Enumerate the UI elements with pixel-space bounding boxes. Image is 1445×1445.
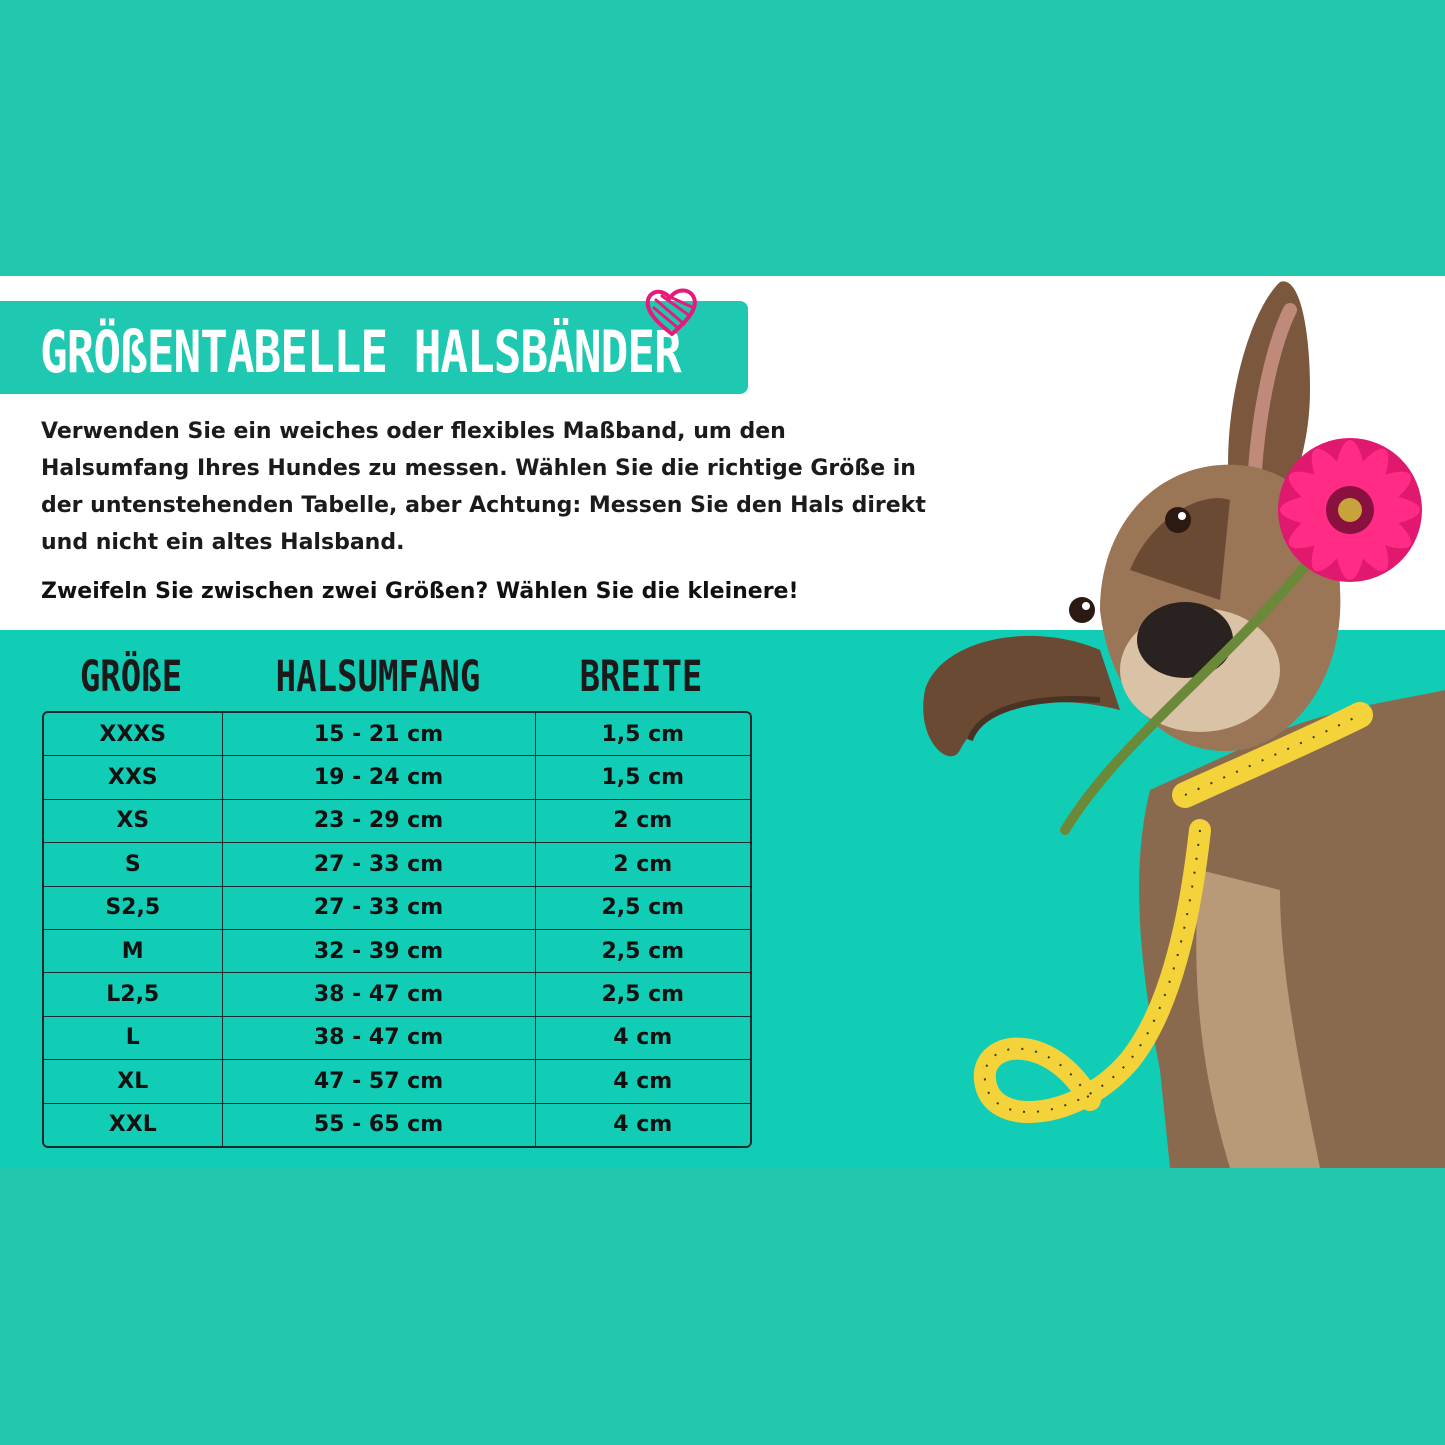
width-cell: 1,5 cm bbox=[535, 756, 750, 799]
neck-cell: 19 - 24 cm bbox=[222, 756, 535, 799]
table-row bbox=[44, 973, 750, 1016]
column-header-size: GRÖßE bbox=[79, 652, 183, 702]
neck-cell: 27 - 33 cm bbox=[222, 843, 535, 886]
size-cell: L bbox=[44, 1016, 222, 1059]
size-cell: XXS bbox=[44, 756, 222, 799]
neck-cell: 38 - 47 cm bbox=[222, 1016, 535, 1059]
flower-icon bbox=[1278, 438, 1422, 582]
size-cell: S2,5 bbox=[44, 886, 222, 929]
table-row bbox=[44, 1060, 750, 1103]
neck-cell: 38 - 47 cm bbox=[222, 973, 535, 1016]
table-row bbox=[44, 713, 750, 756]
heart-icon bbox=[644, 286, 700, 338]
dog-ear-left bbox=[923, 636, 1120, 756]
width-cell: 2 cm bbox=[535, 843, 750, 886]
size-cell: L2,5 bbox=[44, 973, 222, 1016]
hint-text: Zweifeln Sie zwischen zwei Größen? Wählen Sie die kleinere! bbox=[41, 579, 799, 604]
table-row bbox=[44, 756, 750, 799]
width-cell: 2,5 cm bbox=[535, 929, 750, 972]
size-cell: M bbox=[44, 929, 222, 972]
top-band bbox=[0, 0, 1445, 276]
width-cell: 2,5 cm bbox=[535, 973, 750, 1016]
table-row bbox=[44, 886, 750, 929]
column-header-width: BREITE bbox=[579, 652, 703, 702]
column-header-neck: HALSUMFANG bbox=[275, 652, 481, 702]
dog-eye bbox=[1165, 507, 1191, 533]
size-cell: XXL bbox=[44, 1103, 222, 1146]
width-cell: 4 cm bbox=[613, 1112, 673, 1138]
size-cell: XXXS bbox=[44, 713, 222, 756]
neck-cell: 55 - 65 cm bbox=[222, 1103, 535, 1146]
dog-nose bbox=[1137, 602, 1233, 678]
neck-cell: 15 - 21 cm bbox=[222, 713, 535, 756]
size-cell: XL bbox=[44, 1060, 222, 1103]
intro-text: Verwenden Sie ein weiches oder flexibles Maßband, um den Halsumfang Ihres Hundes zu messen. Wählen Sie die richtige Größe in der untenstehenden Tabelle, aber Achtung: Messen Sie den Hals direkt und nicht ein altes Halsband. bbox=[41, 419, 926, 555]
table-row bbox=[44, 843, 750, 886]
neck-cell: 27 - 33 cm bbox=[222, 886, 535, 929]
width-cell: 2,5 cm bbox=[535, 886, 750, 929]
width-cell: 4 cm bbox=[535, 1016, 750, 1059]
neck-cell: 32 - 39 cm bbox=[222, 929, 535, 972]
table-row bbox=[44, 929, 750, 972]
neck-cell: 47 - 57 cm bbox=[222, 1060, 535, 1103]
size-cell: S bbox=[44, 843, 222, 886]
size-table bbox=[42, 711, 752, 1148]
table-row bbox=[44, 1016, 750, 1059]
neck-cell: 23 - 29 cm bbox=[222, 799, 535, 842]
table-row bbox=[44, 799, 750, 842]
width-cell: 1,5 cm bbox=[535, 713, 750, 756]
page-title: GRÖßENTABELLE HALSBÄNDER bbox=[40, 318, 681, 386]
dog-photo bbox=[900, 270, 1445, 1168]
size-cell: XS bbox=[44, 799, 222, 842]
table-row bbox=[44, 1103, 750, 1146]
bottom-band bbox=[0, 1168, 1445, 1445]
width-cell: 2 cm bbox=[535, 799, 750, 842]
width-cell: 4 cm bbox=[535, 1060, 750, 1103]
